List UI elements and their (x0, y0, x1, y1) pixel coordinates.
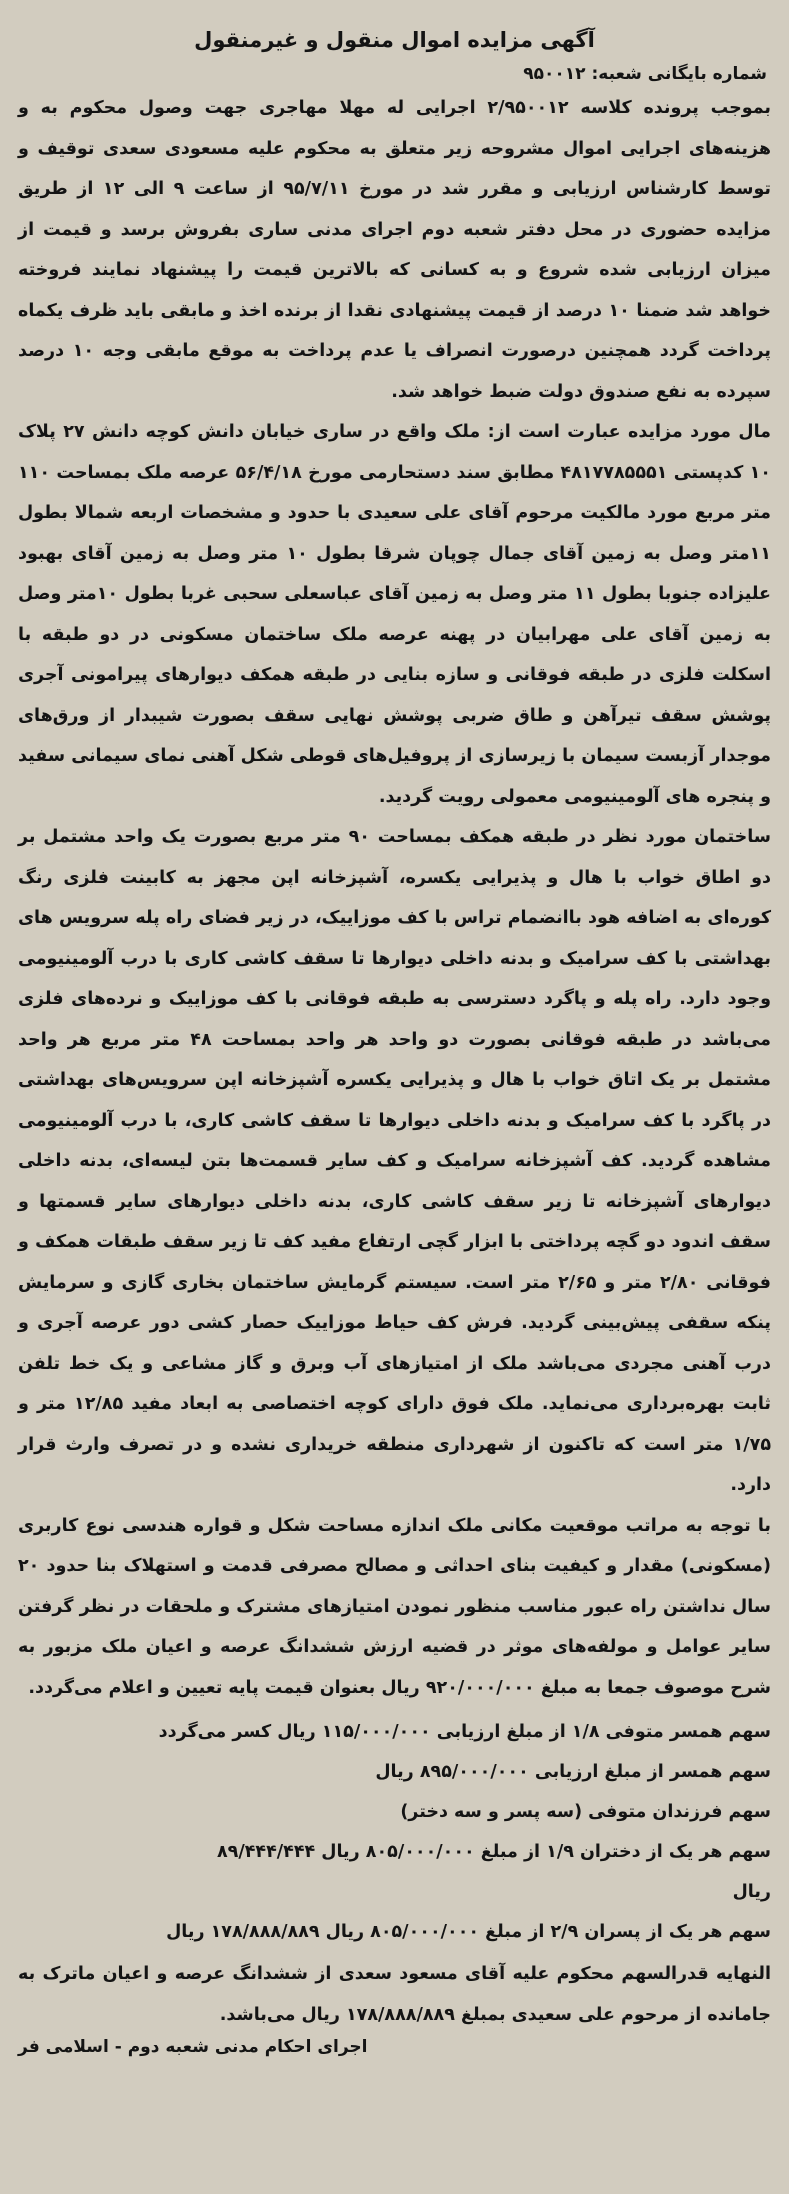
paragraph-building-details: ساختمان مورد نظر در طبقه همکف بمساحت ۹۰ متر مربع بصورت یک واحد مشتمل بر دو اطاق خواب با هال و پذیرایی یکسره، آشپزخانه اپن مجهز به کابینت فلزی رنگ کوره‌ای به اضافه هود باانضمام تراس با کف موزاییک، در زیر فضای راه پله سرویس های بهداشتی با کف سرامیک و بدنه داخلی دیوارها تا سقف کاشی کاری با درب آلومینیومی وجود دارد. راه پله و پاگرد دسترسی به طبقه فوقانی با کف موزاییک و نرده‌های فلزی می‌باشد در طبقه فوقانی بصورت دو واحد هر واحد بمساحت ۴۸ متر مربع هر واحد مشتمل بر یک اتاق خواب با هال و پذیرایی یکسره آشپزخانه اپن سرویس‌های بهداشتی در پاگرد با کف سرامیک و بدنه داخلی دیوارها تا سقف کاشی کاری، با درب آلومینیومی مشاهده گردید. کف آشپزخانه سرامیک و کف سایر قسمت‌ها بتن لیسه‌ای، بدنه داخلی دیوارهای آشپزخانه تا زیر سقف کاشی کاری، بدنه داخلی دیوارهای سایر قسمتها و سقف اندود دو گچه پرداختی با ابزار گچی ارتفاع مفید کف تا زیر سقف طبقات همکف و فوقانی ۲/۸۰ متر و ۲/۶۵ متر است. سیستم گرمایش ساختمان بخاری گازی و سرمایش پنکه سقفی پیش‌بینی گردید. فرش کف حیاط موزاییک حصار کشی دور عرصه آجری و درب آهنی مجردی می‌باشد ملک از امتیازهای آب وبرق و گاز مشاعی و یک خط تلفن ثابت بهره‌برداری می‌نماید. ملک فوق دارای کوچه اختصاصی به ابعاد مفید ۱۲/۸۵ متر و ۱/۷۵ متر است که تاکنون از شهرداری منطقه خریداری نشده و در تصرف وارث قرار دارد. (18, 827, 771, 1495)
paragraph-auction-terms: بموجب پرونده کلاسه ۲/۹۵۰۰۱۲ اجرایی له مهلا مهاجری جهت وصول محکوم به و هزینه‌های اجرایی اموال مشروحه زیر متعلق به محکوم علیه مسعودی سعدی توقیف و توسط کارشناس ارزیابی و مقرر شد در مورخ ۹۵/۷/۱۱ از ساعت ۹ الی ۱۲ از طریق مزایده حضوری در محل دفتر شعبه دوم اجرای مدنی ساری بفروش برسد و قیمت از میزان ارزیابی شده شروع و به کسانی که بالاترین قیمت را پیشنهاد نمایند فروخته خواهد شد ضمنا ۱۰ درصد از قیمت پیشنهادی نقدا از برنده اخذ و مابقی باید ظرف یکماه پرداخت گردد همچنین درصورت انصراف یا عدم پرداخت به موقع مابقی وجه ۱۰ درصد سپرده به نفع صندوق دولت ضبط خواهد شد. (18, 98, 772, 402)
share-line: سهم همسر متوفی ۱/۸ از مبلغ ارزیابی ۱۱۵/۰۰۰/۰۰۰ ریال کسر می‌گردد (158, 1722, 771, 1742)
share-line: سهم هر یک از پسران ۲/۹ از مبلغ ۸۰۵/۰۰۰/۰۰۰ ریال ۱۷۸/۸۸۸/۸۸۹ ریال (166, 1922, 771, 1942)
share-line: ریال (732, 1882, 771, 1902)
share-line: سهم هر یک از دختران ۱/۹ از مبلغ ۸۰۵/۰۰۰/۰۰۰ ریال ۸۹/۴۴۴/۴۴۴ (216, 1842, 771, 1862)
inheritance-shares (18, 1712, 771, 1952)
paragraph-valuation: با توجه به مراتب موقعیت مکانی ملک اندازه مساحت شکل و قواره هندسی نوع کاربری (مسکونی) مقدار و کیفیت بنای احداثی و مصالح مصرفی قدمت و استهلاک بنا حدود ۲۰ سال نداشتن راه عبور مناسب منظور نمودن امتیازهای مشترک و ملحقات در نظر گرفتن سایر عوامل و مولفه‌های موثر در قضیه ارزش ششدانگ عرصه و اعیان ملک مزبور به شرح موصوف جمعا به مبلغ ۹۲۰/۰۰۰/۰۰۰ ریال بعنوان قیمت پایه تعیین و اعلام می‌گردد. (18, 1515, 771, 1698)
signature: اجرای احکام مدنی شعبه دوم - اسلامی فر (18, 2037, 368, 2057)
share-line: سهم همسر از مبلغ ارزیابی ۸۹۵/۰۰۰/۰۰۰ ریال (375, 1762, 771, 1782)
archive-number: شماره بایگانی شعبه: ۹۵۰۰۱۲ (523, 64, 767, 84)
notice-title: آگهی مزایده اموال منقول و غیرمنقول (194, 28, 595, 52)
share-line: سهم فرزندان متوفی (سه پسر و سه دختر) (400, 1802, 771, 1822)
closing-paragraph: النهایه قدرالسهم محکوم علیه آقای مسعود سعدی از ششدانگ عرصه و اعیان ماترک به جامانده از مرحوم علی سعیدی بمبلغ ۱۷۸/۸۸۸/۸۸۹ ریال می‌باشد. (18, 1964, 771, 2025)
paragraph-property-description: مال مورد مزایده عبارت است از: ملک واقع در ساری خیابان دانش کوچه دانش ۲۷ پلاک ۱۰ کدپستی ۴۸۱۷۷۸۵۵۵۱ مطابق سند دستحارمی مورخ ۵۶/۴/۱۸ عرصه ملک بمساحت ۱۱۰ متر مربع مورد مالکیت مرحوم آقای علی سعیدی با حدود و مشخصات اربعه شمالا بطول ۱۱متر وصل به زمین آقای جمال چوپان شرقا بطول ۱۰ متر وصل به زمین آقای بهبود علیزاده جنوبا بطول ۱۱ متر وصل به زمین آقای عباسعلی سحبی غربا بطول ۱۰متر وصل به زمین آقای علی مهرابیان در پهنه عرصه ملک ساختمان مسکونی در دو طبقه با اسکلت فلزی در طبقه فوقانی و سازه بنایی در طبقه همکف دیوارهای پیرامونی آجری پوشش سقف تیرآهن و طاق ضربی پوشش نهایی سقف بصورت شیبدار از ورق‌های موجدار آزبست سیمان با زیرسازی از پروفیل‌های قوطی شکل آهنی نمای سیمانی سفید و پنجره های آلومینیومی معمولی رویت گردید. (18, 422, 771, 807)
